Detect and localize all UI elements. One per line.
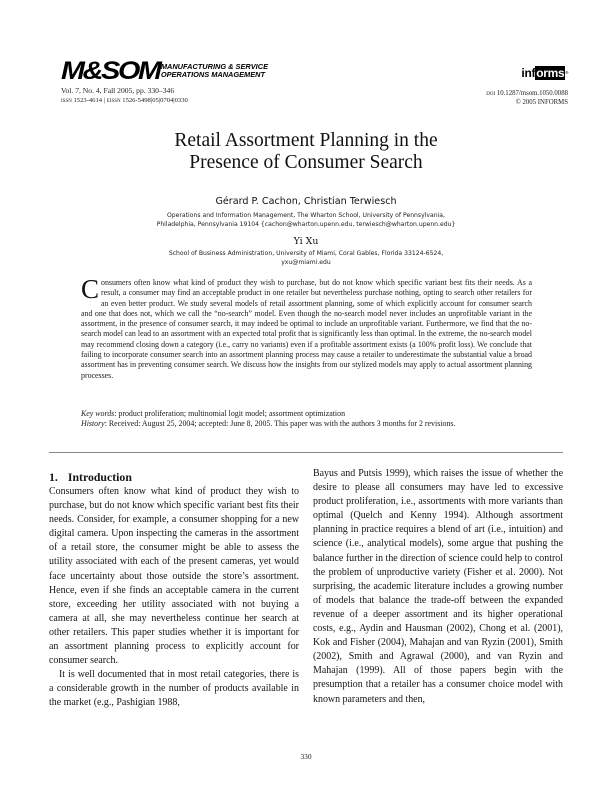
paper-title	[0, 130, 612, 174]
authors-group-2: Yi Xu	[293, 236, 319, 247]
journal-name-line2: OPERATIONS MANAGEMENT	[160, 70, 265, 79]
eissn-label: eissn	[106, 97, 121, 104]
title-line2: Presence of Consumer Search	[189, 152, 423, 173]
doi-line	[486, 90, 568, 97]
issn-separator: |	[103, 97, 106, 104]
issn-value: 1523-4614	[73, 97, 103, 104]
abstract	[81, 274, 532, 381]
affiliation-1	[0, 211, 612, 229]
keywords-label: Key words	[81, 409, 115, 418]
issn-code: 0330	[174, 97, 188, 104]
doi-label: doi	[486, 90, 496, 97]
informs-logo	[521, 66, 568, 80]
affiliation-1-line1: Operations and Information Management, The Wharton School, University of Pennsylvania,	[167, 212, 445, 219]
section-heading	[49, 470, 299, 484]
history-text: : Received: August 25, 2004; accepted: June 8, 2005. This paper was with the authors 3 months for 2 revisions.	[104, 419, 456, 429]
publisher-header	[486, 62, 568, 106]
paper-metadata	[81, 409, 532, 430]
journal-header	[61, 57, 268, 104]
history	[81, 419, 532, 429]
issn-line	[61, 97, 268, 104]
abstract-dropcap: C	[81, 274, 100, 304]
affiliation-2-line2: yxu@miami.edu	[281, 259, 331, 266]
msom-logo: M&SOM	[61, 57, 160, 85]
paragraph: Bayus and Putsis 1999), which raises the issue of whether the desire to please all consumers may have led to excessive product proliferation, i.e., assortments with more variants than optimal (Quelch and Kenny 1994). Although assortment planning in practice requires a blend of art (i.e., intuition) and science (i.e., analytical models), some argue that pushing the balance further in the direction of science could help to control the problem of unproductive variety (Fisher et al. 2000). Not surprising, the academic literature includes a growing number of models that balance the trade-off between the expanded revenue of a deeper assortment and its higher operational costs, e.g., Aydin and Hausman (2002), Chong et al. (2001), Kok and Fisher (2004), Mahajan and van Ryzin (2001), Smith (2002), Smith and Agrawal (2000), and van Ryzin and Mahajan (1999). All of those papers begin with the presumption that a retailer has a consumer choice model with known parameters and then,	[313, 468, 563, 705]
informs-logo-part1: inf	[521, 66, 536, 80]
journal-name-line1: MANUFACTURING & SERVICE	[160, 61, 268, 71]
issn-separator: |	[173, 97, 175, 104]
paragraph: It is well documented that in most retail categories, there is a considerable growth in the number of products available in the market (e.g., Pashigian 1988,	[49, 669, 299, 709]
title-line1: Retail Assortment Planning in the	[174, 130, 438, 151]
journal-logo-row	[61, 57, 268, 85]
issn-label: issn	[61, 97, 72, 104]
volume-line: Vol. 7, No. 4, Fall 2005, pp. 330–346	[61, 86, 175, 95]
issn-separator: |	[158, 97, 161, 104]
history-label: History	[81, 419, 105, 429]
authors-group-1: Gérard P. Cachon, Christian Terwiesch	[215, 196, 397, 207]
copyright: © 2005 INFORMS	[515, 99, 568, 106]
paragraph: Consumers often know what kind of product they wish to purchase, but do not know which specific variant best fits their needs. Consider, for example, a consumer shopping for a new digital camera. Upon inspecting the cameras in the assortment of a retail store, the consumer might be able to assess the utility associated with each of the present cameras, yet would face uncertainty about those outside the store’s assortment. Hence, even if she finds an acceptable camera in the current store, exceeding her utility associated with not buying a camera at all, she may nevertheless continue her search at other retailers. This paper studies whether it is important for an assortment planning process to explicitly account for consumer search.	[49, 486, 299, 667]
affiliation-2	[0, 249, 612, 267]
issn-separator: |	[150, 97, 153, 104]
informs-logo-part2: orms	[536, 66, 565, 80]
affiliation-2-line1: School of Business Administration, University of Miami, Coral Gables, Florida 33124-6524,	[168, 250, 444, 257]
section-number: 1.	[49, 470, 58, 484]
doi-value[interactable]: 10.1287/msom.1050.0088	[496, 90, 568, 97]
abstract-text: onsumers often know what kind of product they wish to purchase, but do not know which specific variant best fits their needs. As a result, a consumer may find an acceptable product in one retailer but nevertheless purchase nothing, opting to search other retailers for an even better product. We study several models of retail assortment planning, some of which explicitly account for consumer search and one that does not, which we call the “no-search” model. Even though the no-search model never includes an unprofitable variant in the assortment, in the presence of consumer search, it may indeed be optimal to include an unprofitable variant. Furthermore, we find that the no-search model can lead to an assortment with an expected total profit that is significantly less than optimal. In the extreme, the no-search model may recommend closing down a category (i.e., carry no variants) even if a profitable assortment exists (a 100% profit loss). We conclude that failing to incorporate consumer search into an assortment planning process may cause a retailer to underestimate the substantial value a broad assortment has in preventing consumer search. We discuss how the insights from our stylized models may apply to actual assortment planning processes.	[81, 278, 532, 380]
keywords-text: : product proliferation; multinomial logit model; assortment optimization	[114, 409, 346, 418]
issn-code: 0704	[160, 97, 174, 104]
keywords	[81, 409, 532, 419]
body-column-right	[313, 467, 563, 707]
eissn-value: 1526-5498	[122, 97, 151, 104]
affiliation-1-line2: Philadelphia, Pennsylvania 19104 {cachon@wharton.upenn.edu, terwiesch@wharton.upenn.edu}	[156, 221, 456, 228]
section-title: Introduction	[67, 470, 132, 484]
body-column-left	[49, 470, 299, 711]
divider	[49, 452, 563, 453]
journal-name	[161, 63, 268, 80]
registered-mark: ®	[565, 70, 568, 75]
issn-code: 05	[152, 97, 159, 104]
page-number: 330	[300, 752, 312, 761]
